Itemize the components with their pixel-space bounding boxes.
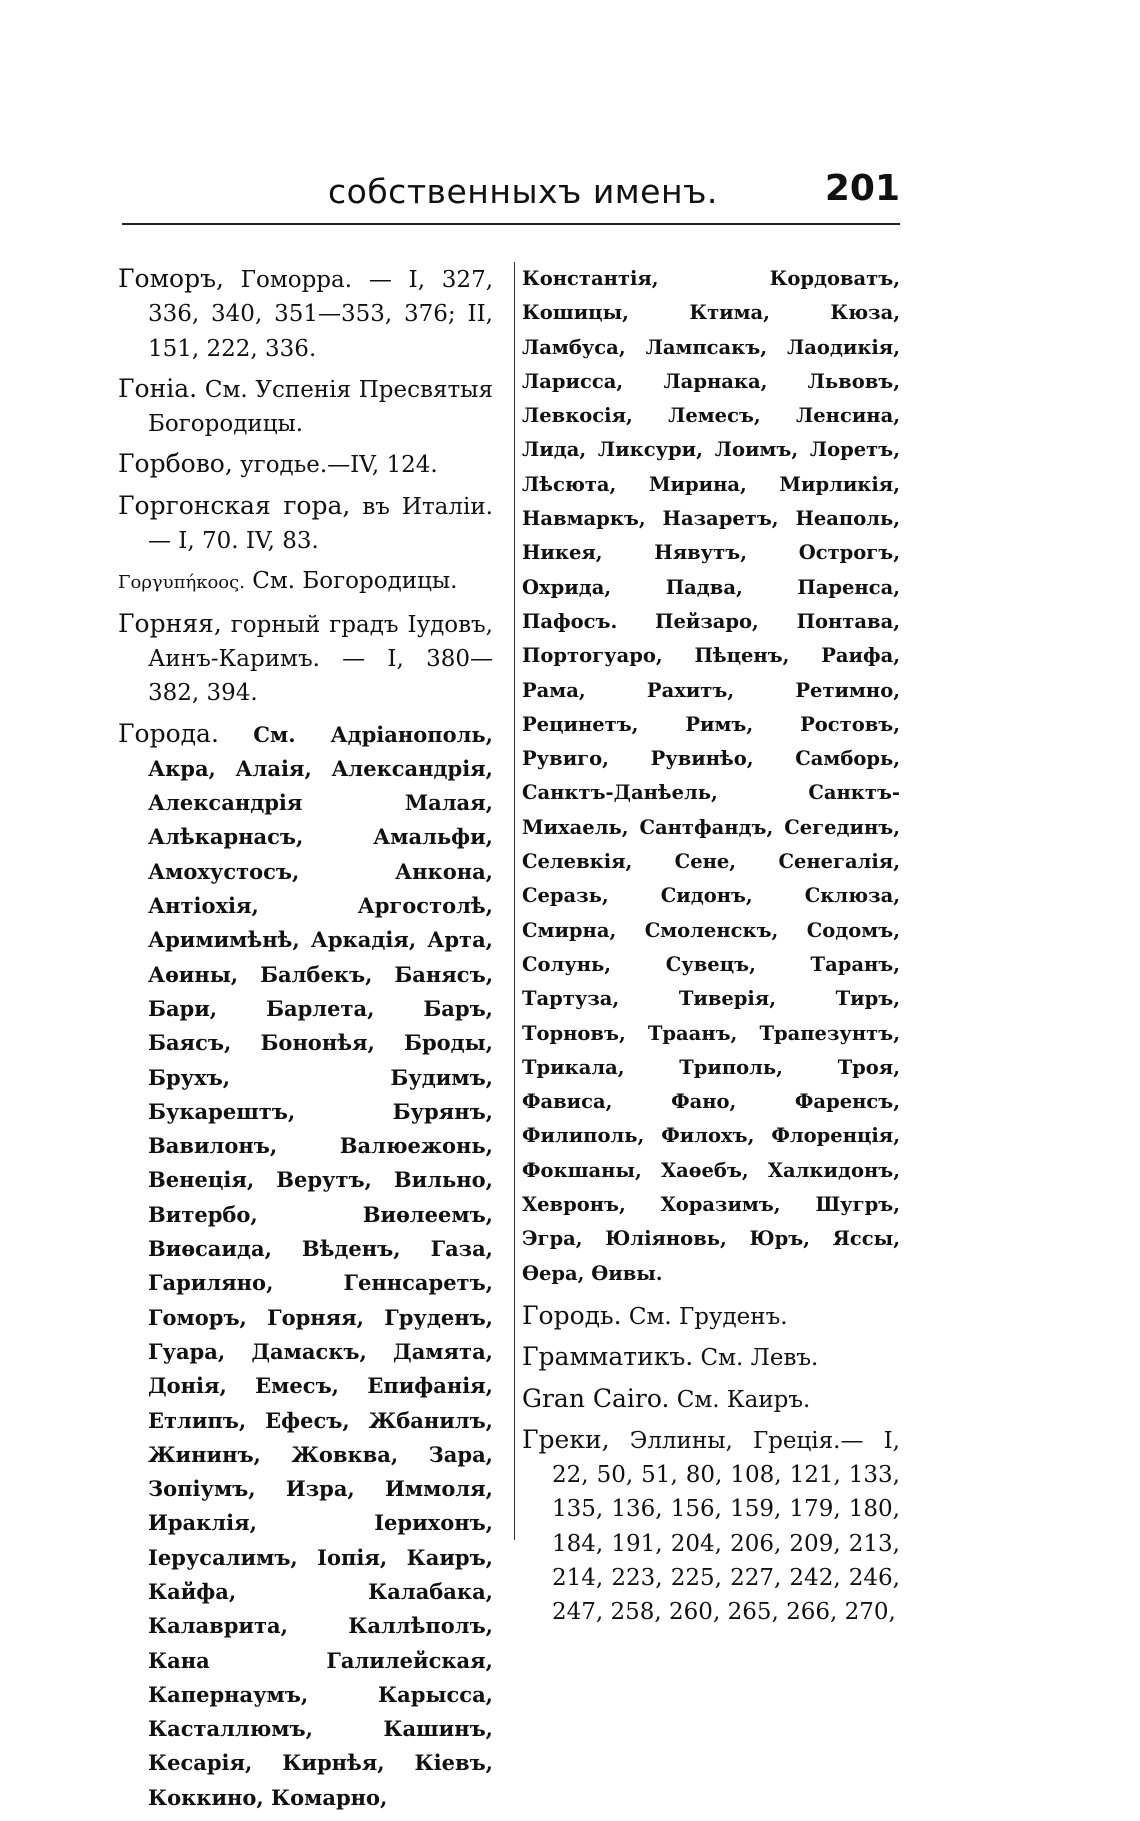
entry-text: Эллины, Греція.— I, 22, 50, 51, 80, 108, 121, 133, 135, 136, 156, 159, 179, 180, 184, 191, 204, 206, 209, 213, 214, 223, 225, 227, 242, 246, 247, 258, 260, 265, 266, 270,	[552, 1427, 900, 1626]
header-rule	[122, 223, 900, 225]
right-column	[522, 262, 900, 1636]
index-entry	[118, 564, 493, 600]
entry-headword: Γοργυπήκοος.	[118, 572, 245, 594]
index-entry	[522, 1382, 900, 1417]
entry-headword: Гоніа.	[118, 373, 198, 403]
entry-text: См. Каиръ.	[676, 1386, 811, 1413]
entry-text: См. Успенія Пресвятыя Богородицы.	[148, 376, 493, 438]
entry-text: горный градъ Іудовъ, Аинъ-Каримъ. — I, 380— 382, 394.	[148, 611, 493, 707]
entry-text: угодье.—IV, 124.	[240, 452, 438, 479]
index-entry	[118, 447, 493, 482]
entry-headword: Городь.	[522, 1300, 622, 1330]
index-entry-continuation	[522, 262, 900, 1291]
index-entry	[118, 262, 493, 366]
entry-headword: Gran Cairo.	[522, 1383, 670, 1413]
index-entry	[118, 717, 493, 1816]
entry-text: См. Груденъ.	[628, 1303, 788, 1330]
index-entry	[522, 1423, 900, 1630]
entry-text: Константія, Кордоватъ, Кошицы, Ктима, Кюза, Ламбуса, Лампсакъ, Лаодикія, Ларисса, Ларнака, Львовъ, Левкосія, Лемесъ, Ленсина, Лида, Ликсури, Лоимъ, Лоретъ, Лѣсюта, Мирина, Мирликія, Навмаркъ, Назаретъ, Неаполь, Никея, Нявутъ, Острогъ, Охрида, Падва, Паренса, Пафосъ. Пейзаро, Понтава, Портогуаро, Пѣценъ, Раифа, Рама, Рахитъ, Ретимно, Рецинетъ, Римъ, Ростовъ, Рувиго, Рувинѣо, Самборь, Санктъ-Данѣель, Санктъ-Михаель, Сантфандъ, Сегединъ, Селевкія, Сене, Сенегалія, Серазь, Сидонъ, Склюза, Смирна, Смоленскъ, Содомъ, Солунь, Сувецъ, Таранъ, Тартуза, Тиверія, Тиръ, Торновъ, Траанъ, Трапезунтъ, Трикала, Триполь, Троя, Фависа, Фано, Фаренсъ, Филиполь, Филохъ, Флоренція, Фокшаны, Хаѳебъ, Халкидонъ, Хевронъ, Хоразимъ, Шугръ, Эгра, Юліяновь, Юръ, Яссы, Ѳера, Ѳивы.	[522, 267, 900, 1285]
column-divider	[514, 262, 515, 1540]
page-number: 201	[824, 168, 900, 209]
entry-headword: Греки,	[522, 1424, 610, 1454]
index-entry	[118, 489, 493, 559]
index-entry	[118, 372, 493, 442]
entry-headword: Горняя,	[118, 608, 222, 638]
entry-headword: Горгонская гора,	[118, 490, 351, 520]
index-entry	[522, 1299, 900, 1334]
entry-headword: Грамматикъ.	[522, 1342, 694, 1372]
entry-headword: Города.	[118, 718, 219, 748]
entry-text: См. Богородицы.	[252, 568, 458, 595]
left-column	[118, 262, 493, 1821]
entry-headword: Гоморъ,	[118, 264, 224, 293]
entry-text: См. Адріанополь, Акра, Алаія, Александрія, Александрія Малая, Алѣкарнасъ, Амальфи, Амохустосъ, Анкона, Антіохія, Аргостолѣ, Аримимѣнѣ, Аркадія, Арта, Аѳины, Балбекъ, Банясъ, Бари, Барлета, Баръ, Баясъ, Бононѣя, Броды, Брухъ, Будимъ, Букарештъ, Бурянъ, Вавилонъ, Валюежонь, Венеція, Верутъ, Вильно, Витербо, Виѳлеемъ, Виѳсаида, Вѣденъ, Газа, Гариляно, Геннсаретъ, Гоморъ, Горняя, Груденъ, Гуара, Дамаскъ, Дамята, Донія, Емесъ, Епифанія, Етлипъ, Ефесъ, Жбанилъ, Жининъ, Жовква, Зара, Зопіумъ, Изра, Иммоля, Ираклія, Іерихонъ, Іерусалимъ, Іопія, Каиръ, Кайфа, Калабака, Калаврита, Каллѣполъ, Кана Галилейская, Капернаумъ, Карысса, Касталлюмъ, Кашинъ, Кесарія, Кирнѣя, Кіевъ, Коккино, Комарно,	[148, 721, 493, 1810]
running-header	[115, 168, 900, 220]
index-entry	[522, 1340, 900, 1375]
running-title: собственныхъ именъ.	[328, 172, 718, 211]
entry-text: Гоморра. — I, 327, 336, 340, 351—353, 376; II, 151, 222, 336.	[148, 267, 494, 362]
entry-headword: Горбово,	[118, 449, 233, 479]
entry-text: въ Италіи.— I, 70. IV, 83.	[148, 493, 493, 555]
entry-text: См. Левъ.	[700, 1345, 819, 1372]
index-entry	[118, 607, 493, 711]
